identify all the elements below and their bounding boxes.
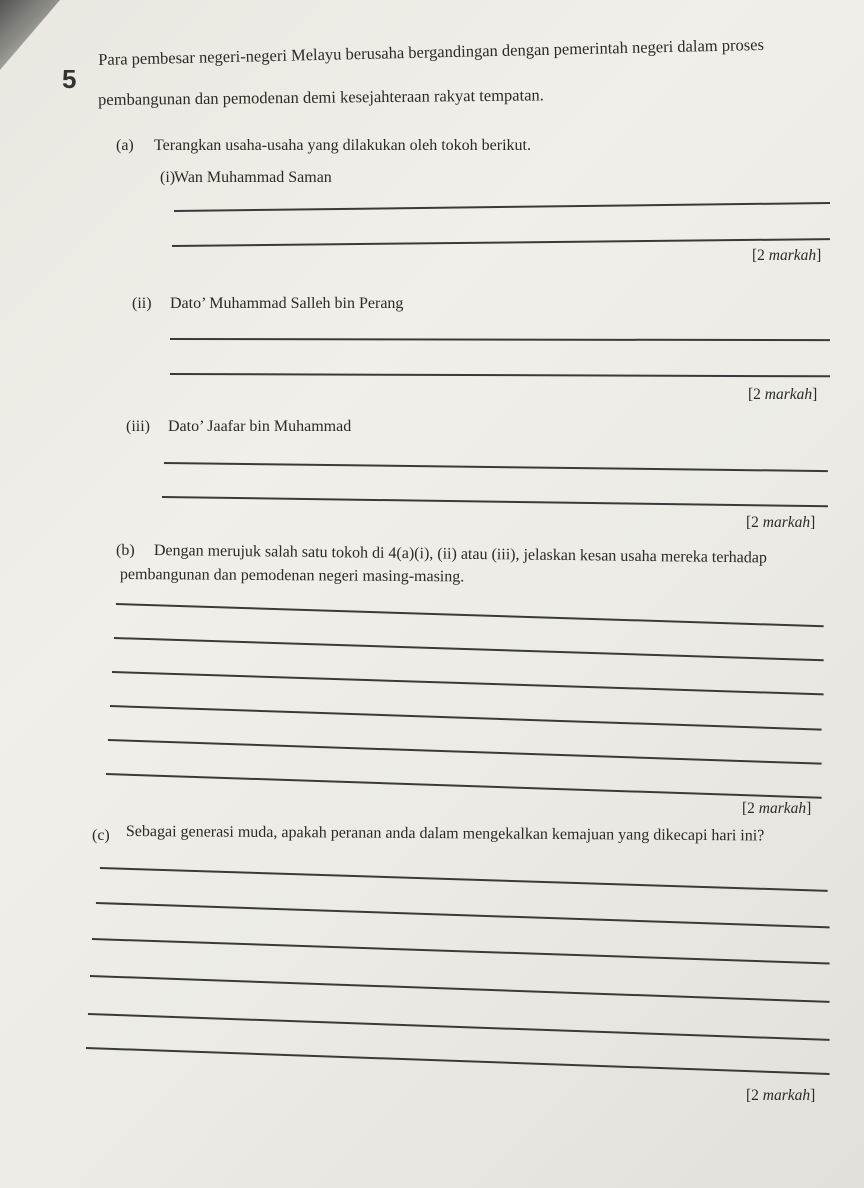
answer-line: [174, 202, 830, 212]
item-i-name: Wan Muhammad Saman: [174, 169, 332, 186]
answer-line: [88, 1013, 830, 1040]
answer-line: [116, 603, 824, 627]
answer-line: [106, 773, 822, 798]
marks-a-ii: [2 markah]: [748, 386, 818, 403]
answer-line: [92, 938, 830, 964]
answer-line: [110, 705, 822, 730]
answer-line: [170, 373, 830, 377]
marks-c: [2 markah]: [746, 1087, 816, 1104]
part-b-prompt-line2: pembangunan dan pemodenan negeri masing-masing.: [119, 566, 465, 586]
part-a-label: (a): [116, 137, 134, 154]
question-intro-line2: pembangunan dan pemodenan demi kesejahteraan rakyat tempatan.: [98, 85, 544, 109]
question-intro-line1: Para pembesar negeri-negeri Melayu berusaha bergandingan dengan pemerintah negeri dalam proses: [98, 34, 765, 69]
part-a-prompt: Terangkan usaha-usaha yang dilakukan oleh tokoh berikut.: [154, 137, 531, 154]
item-i-label: (i): [160, 169, 176, 186]
answer-line: [162, 496, 828, 507]
marks-a-i: [2 markah]: [752, 247, 822, 264]
part-c-prompt: Sebagai generasi muda, apakah peranan anda dalam mengekalkan kemajuan yang dikecapi hari ini?: [125, 823, 765, 845]
marks-b: [2 markah]: [742, 800, 812, 817]
marks-a-iii: [2 markah]: [746, 514, 816, 531]
answer-line: [170, 338, 830, 341]
item-iii-label: (iii): [126, 418, 150, 435]
answer-line: [90, 975, 830, 1002]
part-c-label: (c): [92, 827, 110, 844]
answer-line: [96, 902, 830, 928]
page-corner-shadow: [0, 0, 60, 70]
answer-line: [86, 1047, 830, 1075]
answer-line: [114, 637, 824, 661]
item-ii-label: (ii): [132, 295, 152, 312]
item-iii-name: Dato’ Jaafar bin Muhammad: [168, 418, 352, 435]
answer-line: [164, 462, 828, 472]
part-b-prompt-line1: Dengan merujuk salah satu tokoh di 4(a)(i), (ii) atau (iii), jelaskan kesan usaha mereka terhadap: [153, 541, 768, 567]
item-ii-name: Dato’ Muhammad Salleh bin Perang: [170, 295, 404, 312]
answer-line: [100, 867, 828, 891]
answer-line: [108, 739, 822, 764]
part-b-label: (b): [116, 542, 135, 559]
question-number: 5: [62, 64, 77, 94]
answer-line: [112, 671, 824, 695]
answer-line: [172, 238, 830, 246]
